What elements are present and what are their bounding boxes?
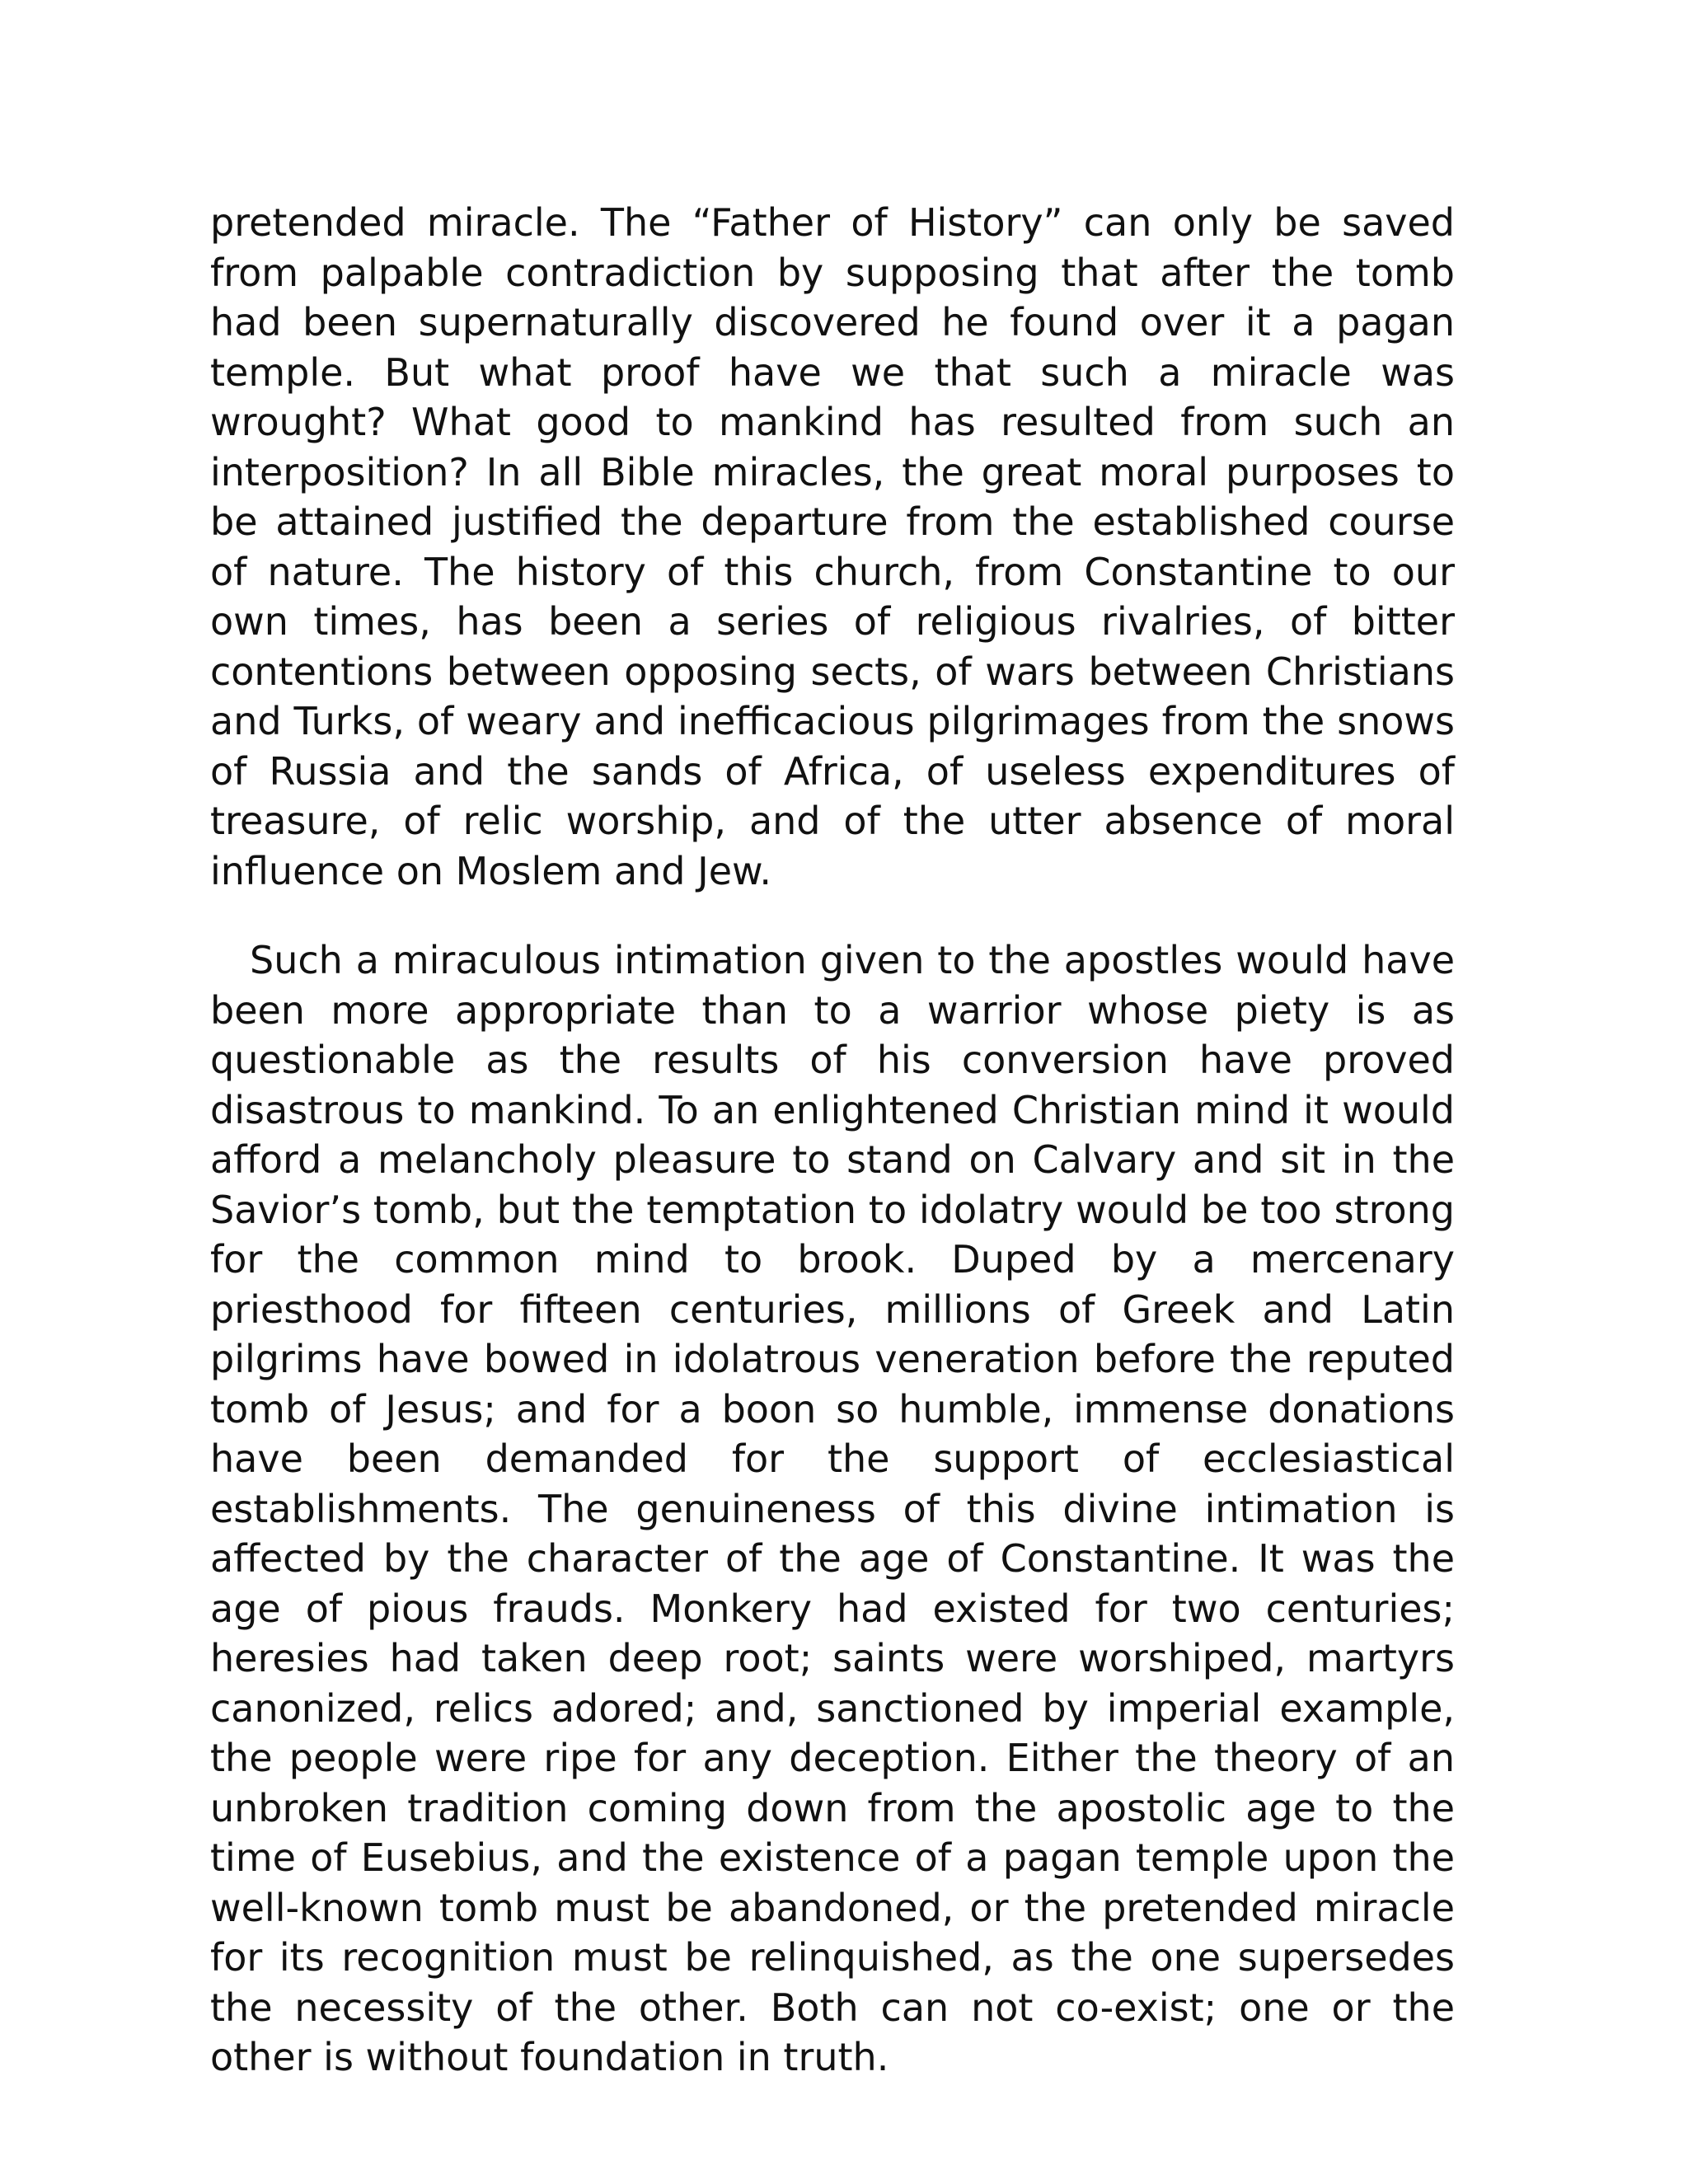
paragraph-2: Such a miraculous intimation given to the apostles would have been more appropriate than to a warrior whose piety is as questionable as the results of his conversion have proved disastrous to mankind. To an enlightened Christian mind it would afford a melancholy pleasure to stand on Calvary and sit in the Savior’s tomb, but the temptation to idolatry would be too strong for the common mind to brook. Duped by a mercenary priesthood for fifteen centuries, millions of Greek and Latin pilgrims have bowed in idolatrous veneration before the reputed tomb of Jesus; and for a boon so humble, immense donations have been demanded for the support of ecclesiastical establishments. The genuineness of this divine intimation is affected by the character of the age of Constantine. It was the age of pious frauds. Monkery had existed for two centuries; heresies had taken deep root; saints were worshiped, martyrs canonized, relics adored; and, sanctioned by imperial example, the people were ripe for any deception. Either the theory of an unbroken tradition coming down from the apostolic age to the time of Eusebius, and the existence of a pagan temple upon the well-known tomb must be abandoned, or the pretended miracle for its recognition must be relinquished, as the one supersedes the necessity of the other. Both can not co-exist; one or the other is without foundation in truth. — [210, 938, 1455, 2079]
paragraph-1: pretended miracle. The “Father of History” can only be saved from palpable contradiction by supposing that after the tomb had been supernaturally discovered he found over it a pagan temple. But what proof have we that such a miracle was wrought? What good to mankind has resulted from such an interposition? In all Bible miracles, the great moral purposes to be attained justified the departure from the established course of nature. The history of this church, from Constantine to our own times, has been a series of religious rivalries, of bitter contentions between opposing sects, of wars between Christians and Turks, of weary and inefficacious pilgrimages from the snows of Russia and the sands of Africa, of useless expenditures of treasure, of relic worship, and of the utter absence of moral influence on Moslem and Jew. — [210, 200, 1455, 893]
body-text — [210, 198, 1455, 2083]
